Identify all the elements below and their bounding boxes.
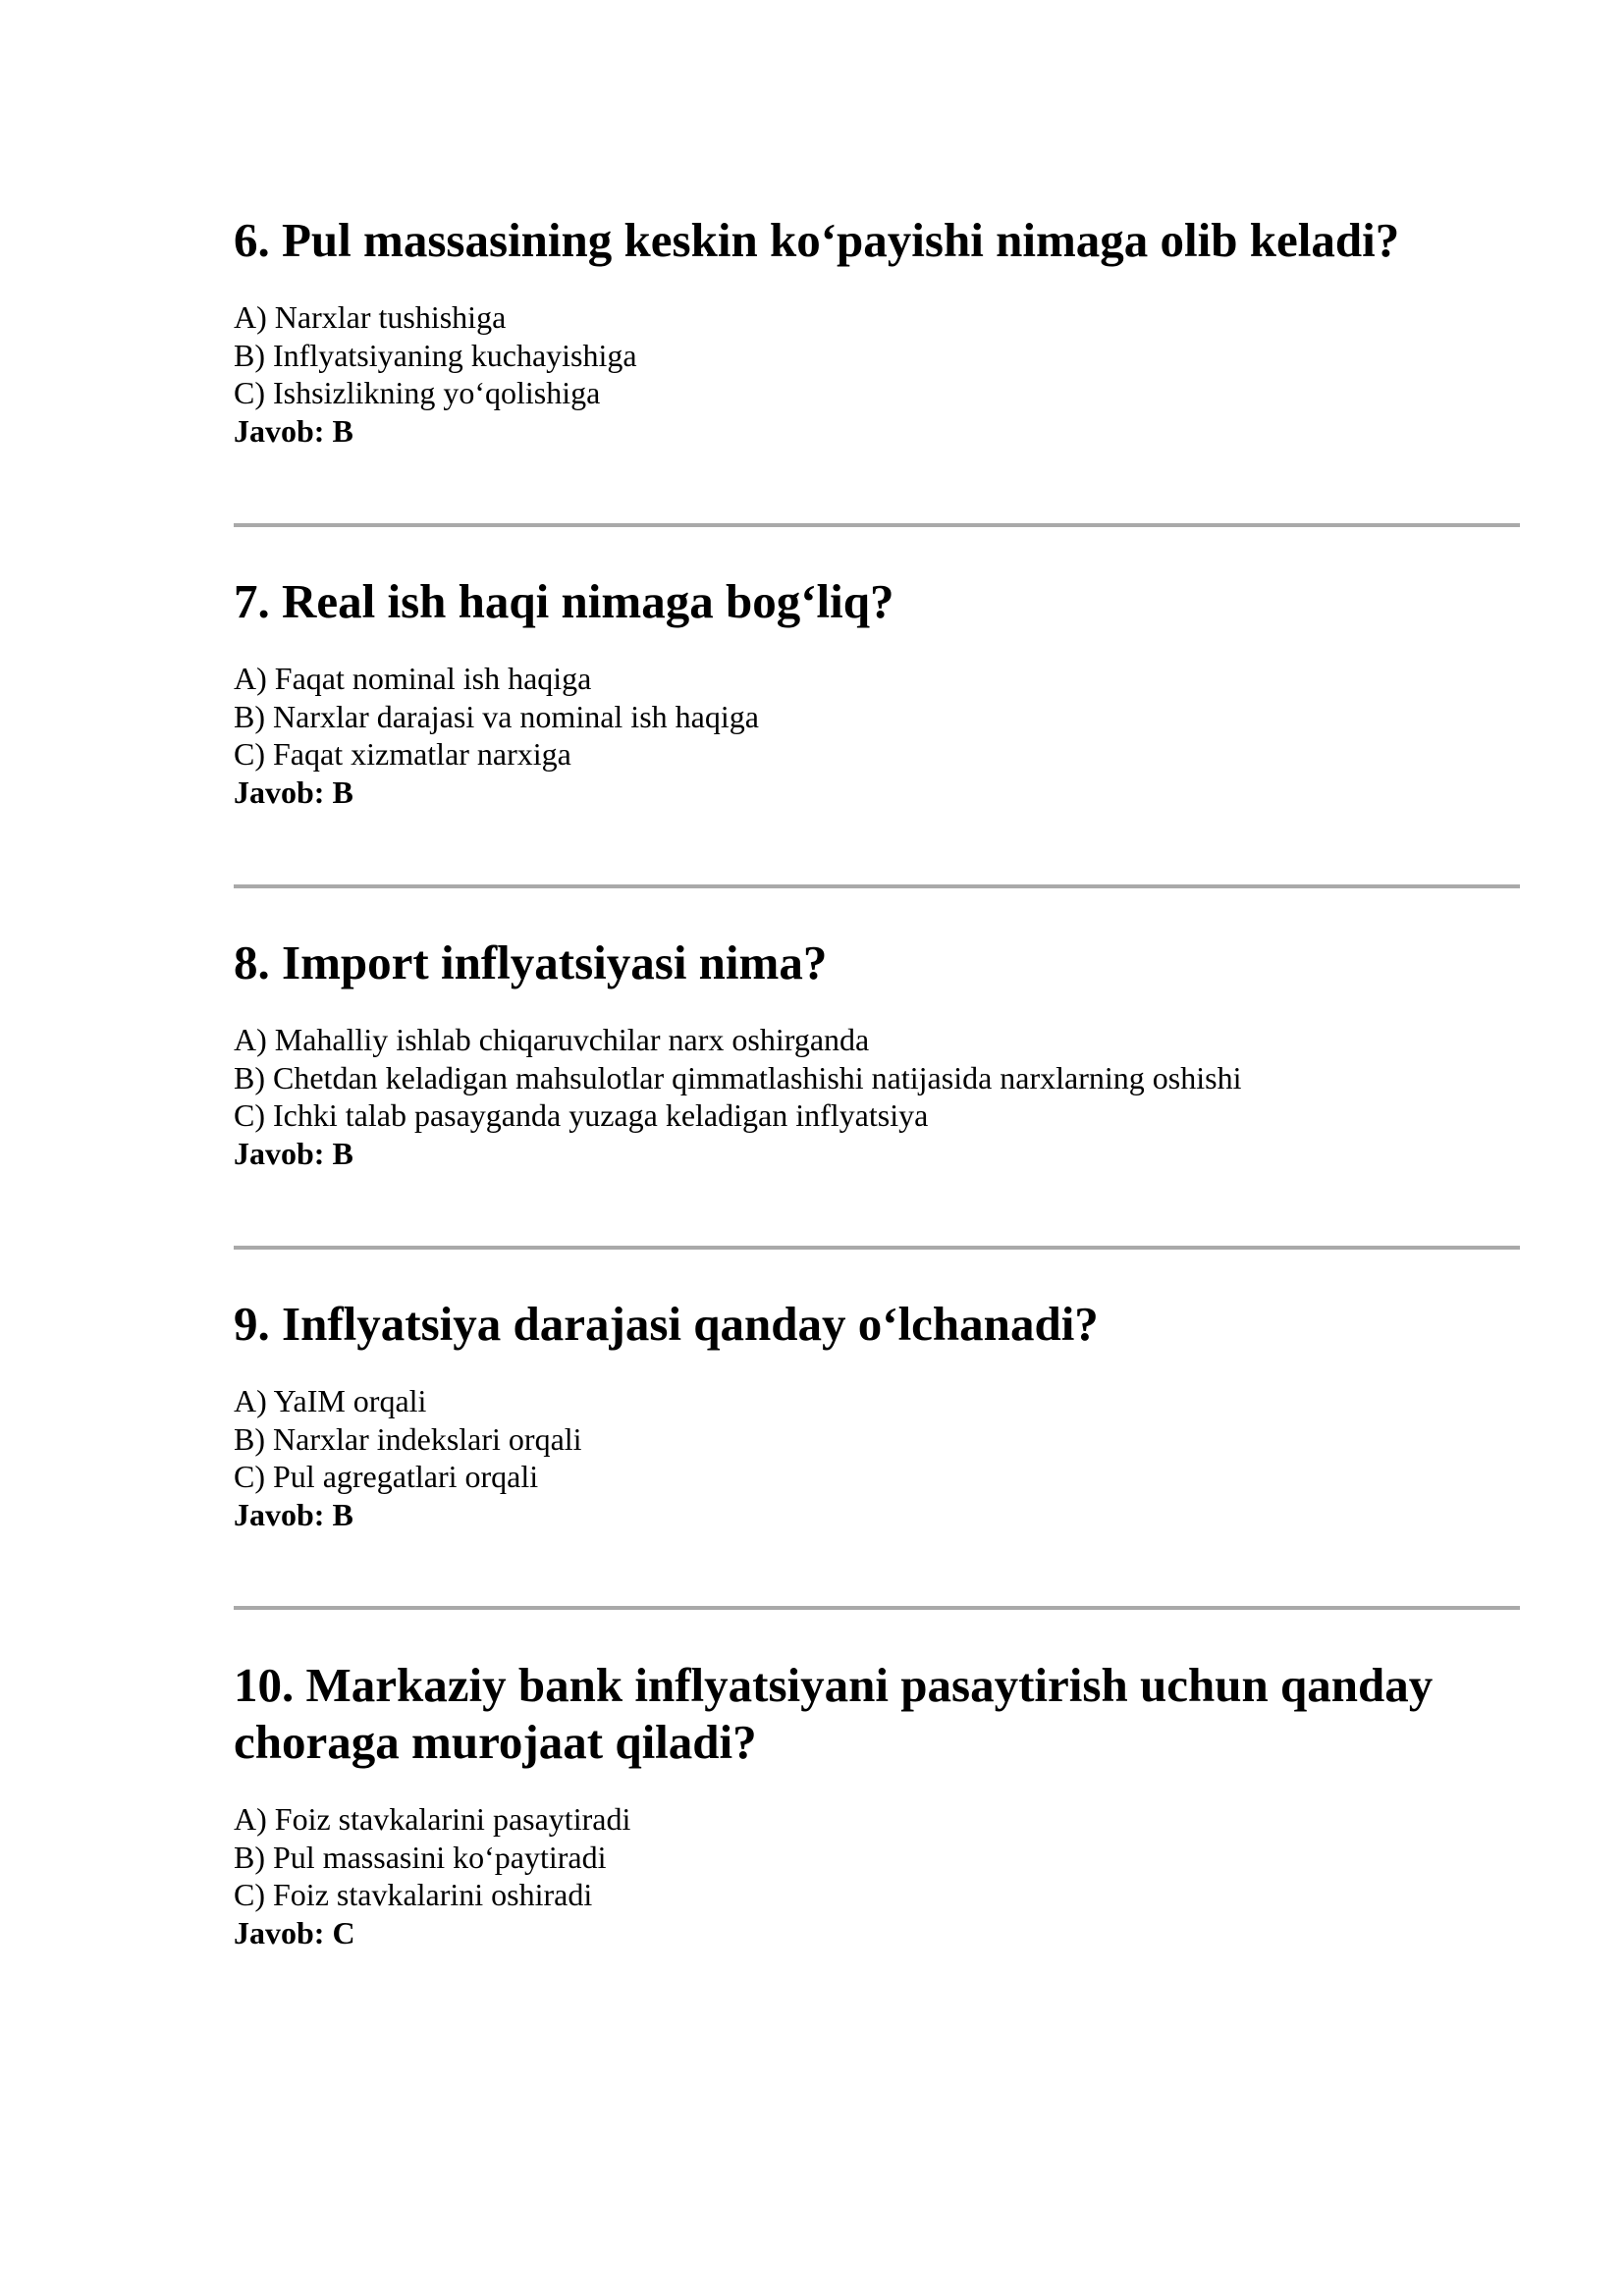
option-b: B) Inflyatsiyaning kuchayishiga bbox=[234, 337, 637, 373]
option-c: C) Faqat xizmatlar narxiga bbox=[234, 736, 571, 772]
answer: Javob: C bbox=[234, 1914, 355, 1950]
option-c: C) Ishsizlikning yo‘qolishiga bbox=[234, 375, 601, 410]
options-list bbox=[234, 298, 1520, 450]
option-a: A) YaIM orqali bbox=[234, 1383, 427, 1418]
options-list bbox=[234, 660, 1520, 811]
answer: Javob: B bbox=[234, 412, 353, 449]
option-a: A) Faqat nominal ish haqiga bbox=[234, 661, 592, 696]
divider bbox=[234, 1606, 1520, 1610]
option-c: C) Pul agregatlari orqali bbox=[234, 1459, 539, 1494]
option-b: B) Chetdan keladigan mahsulotlar qimmatlashishi natijasida narxlarning oshishi bbox=[234, 1059, 1242, 1095]
option-c: C) Ichki talab pasayganda yuzaga keladigan inflyatsiya bbox=[234, 1097, 929, 1133]
question-title: 7. Real ish haqi nimaga bog‘liq? bbox=[234, 574, 894, 628]
question-title: 6. Pul massasining keskin ko‘payishi nimaga olib keladi? bbox=[234, 213, 1400, 267]
divider bbox=[234, 523, 1520, 527]
options-list bbox=[234, 1021, 1520, 1172]
question-title: 9. Inflyatsiya darajasi qanday o‘lchanadi? bbox=[234, 1297, 1099, 1351]
options-list bbox=[234, 1800, 1520, 1951]
option-b: B) Pul massasini ko‘paytiradi bbox=[234, 1839, 607, 1875]
option-a: A) Foiz stavkalarini pasaytiradi bbox=[234, 1801, 631, 1837]
divider bbox=[234, 1246, 1520, 1250]
question-8 bbox=[234, 934, 1520, 1172]
option-a: A) Mahalliy ishlab chiqaruvchilar narx oshirganda bbox=[234, 1022, 870, 1057]
option-b: B) Narxlar darajasi va nominal ish haqiga bbox=[234, 698, 759, 734]
question-10 bbox=[234, 1657, 1520, 1951]
question-title: 10. Markaziy bank inflyatsiyani pasaytirish uchun qanday choraga murojaat qiladi? bbox=[234, 1658, 1434, 1769]
question-9 bbox=[234, 1296, 1520, 1533]
option-a: A) Narxlar tushishiga bbox=[234, 299, 507, 335]
question-6 bbox=[234, 212, 1520, 450]
question-title: 8. Import inflyatsiyasi nima? bbox=[234, 935, 828, 989]
option-c: C) Foiz stavkalarini oshiradi bbox=[234, 1877, 593, 1912]
divider bbox=[234, 884, 1520, 888]
question-7 bbox=[234, 573, 1520, 811]
option-b: B) Narxlar indekslari orqali bbox=[234, 1420, 582, 1457]
answer: Javob: B bbox=[234, 1135, 353, 1171]
answer: Javob: B bbox=[234, 774, 353, 810]
answer: Javob: B bbox=[234, 1496, 353, 1532]
options-list bbox=[234, 1382, 1520, 1533]
